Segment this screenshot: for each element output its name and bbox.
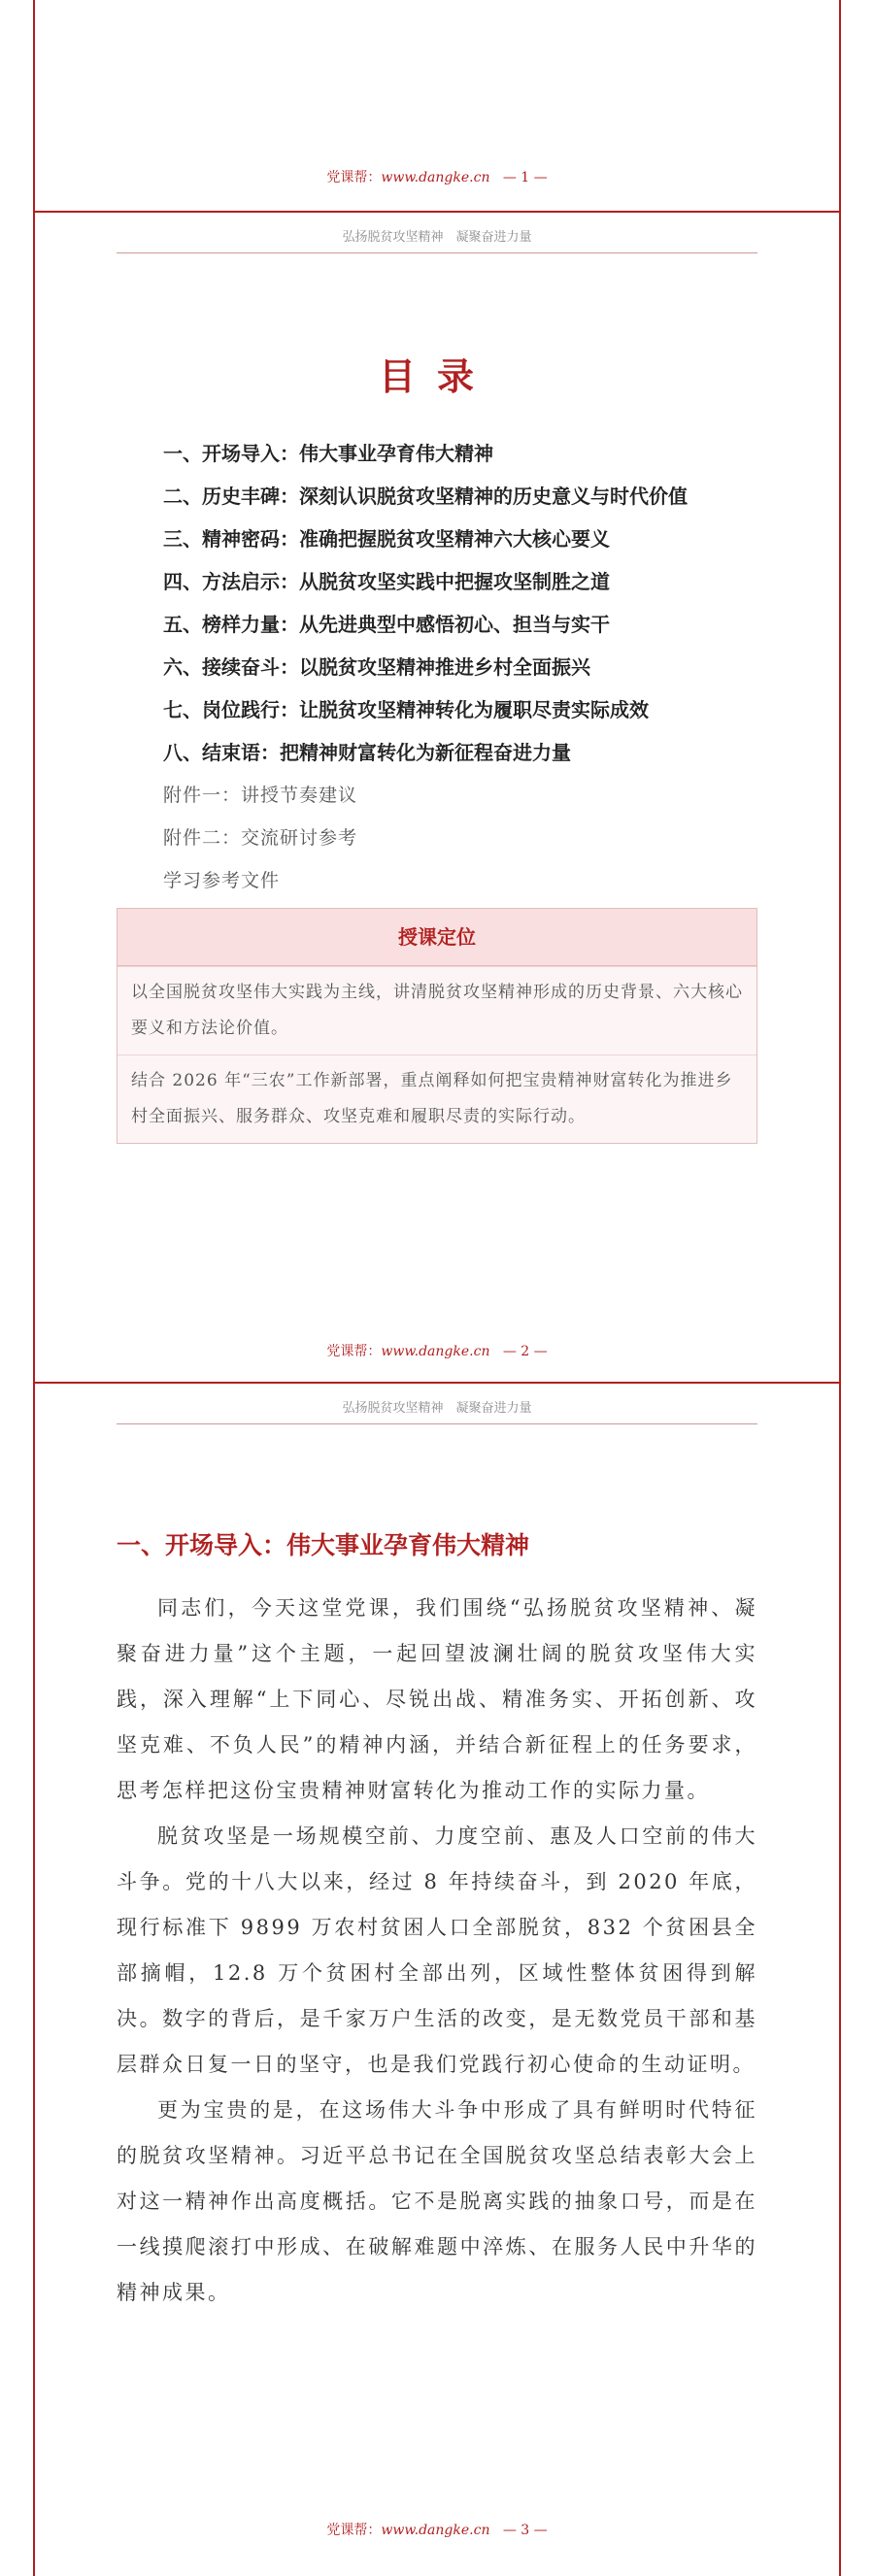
section-body [117,1586,757,2316]
toc-item-7[interactable]: 七、岗位践行：让脱贫攻坚精神转化为履职尽责实际成效 [163,698,649,721]
toc-item-3[interactable]: 三、精神密码：准确把握脱贫攻坚精神六大核心要义 [163,527,610,551]
toc-item-1[interactable]: 一、开场导入：伟大事业孕育伟大精神 [163,442,493,465]
toc-list [163,432,761,902]
body-paragraph-2: 脱贫攻坚是一场规模空前、力度空前、惠及人口空前的伟大斗争。党的十八大以来，经过 8 年持续奋斗，到 2020 年底，现行标准下 9899 万农村贫困人口全部脱贫，832 个贫困县全部摘帽，12.8 万个贫困村全部出列，区域性整体贫困得到解决。数字的背后，是千家万户生活的改变，是无数党员干部和基层群众日复一日的坚守，也是我们党践行初心使命的生动证明。 [117,1824,757,2076]
page-number: — 3 — [502,2523,548,2538]
toc-item-8[interactable]: 八、结束语：把精神财富转化为新征程奋进力量 [163,741,571,764]
toc-attachment-2[interactable]: 附件二：交流研讨参考 [163,827,358,849]
page-footer [35,1341,839,1360]
page-2 [33,213,841,1384]
page-number: — 2 — [502,1344,548,1359]
toc-item-5[interactable]: 五、榜样力量：从先进典型中感悟初心、担当与实干 [163,613,610,636]
page-number: — 1 — [502,170,548,185]
body-paragraph-1: 同志们，今天这堂党课，我们围绕“弘扬脱贫攻坚精神、凝聚奋进力量”这个主题，一起回望波澜壮阔的脱贫攻坚伟大实践，深入理解“上下同心、尽锐出战、精准务实、开拓创新、攻坚克难、不负人民”的精神内涵，并结合新征程上的任务要求，思考怎样把这份宝贵精神财富转化为推动工作的实际力量。 [117,1596,757,1802]
footer-prefix: 党课帮： [326,2523,382,2538]
toc-title: 目录 [378,354,495,398]
page-3 [33,1384,841,2576]
page-footer [35,2520,839,2539]
footer-site[interactable]: www.dangke.cn [381,1344,490,1359]
page-footer [35,167,839,186]
toc-attachment-1[interactable]: 附件一：讲授节奏建议 [163,785,358,806]
toc-item-6[interactable]: 六、接续奋斗：以脱贫攻坚精神推进乡村全面振兴 [163,655,590,679]
toc-item-4[interactable]: 四、方法启示：从脱贫攻坚实践中把握攻坚制胜之道 [163,570,610,593]
footer-site[interactable]: www.dangke.cn [381,2523,490,2538]
running-header: 弘扬脱贫攻坚精神 凝聚奋进力量 [117,1397,757,1424]
footer-prefix: 党课帮： [326,1344,382,1359]
toc-reference-docs[interactable]: 学习参考文件 [163,870,281,891]
section-title: 一、开场导入：伟大事业孕育伟大精神 [117,1531,530,1559]
running-header: 弘扬脱贫攻坚精神 凝聚奋进力量 [117,226,757,253]
positioning-box [117,908,757,1144]
toc-item-2[interactable]: 二、历史丰碑：深刻认识脱贫攻坚精神的历史意义与时代价值 [163,485,688,508]
positioning-paragraph-1: 以全国脱贫攻坚伟大实践为主线，讲清脱贫攻坚精神形成的历史背景、六大核心要义和方法论价值。 [118,966,756,1054]
body-paragraph-3: 更为宝贵的是，在这场伟大斗争中形成了具有鲜明时代特征的脱贫攻坚精神。习近平总书记在全国脱贫攻坚总结表彰大会上对这一精神作出高度概括。它不是脱离实践的抽象口号，而是在一线摸爬滚打中形成、在破解难题中淬炼、在服务人民中升华的精神成果。 [117,2098,757,2304]
footer-site[interactable]: www.dangke.cn [381,170,490,185]
footer-prefix: 党课帮： [326,170,382,185]
positioning-heading: 授课定位 [118,909,756,966]
page-1 [33,0,841,213]
positioning-paragraph-2: 结合 2026 年“三农”工作新部署，重点阐释如何把宝贵精神财富转化为推进乡村全面振兴、服务群众、攻坚克难和履职尽责的实际行动。 [118,1054,756,1143]
